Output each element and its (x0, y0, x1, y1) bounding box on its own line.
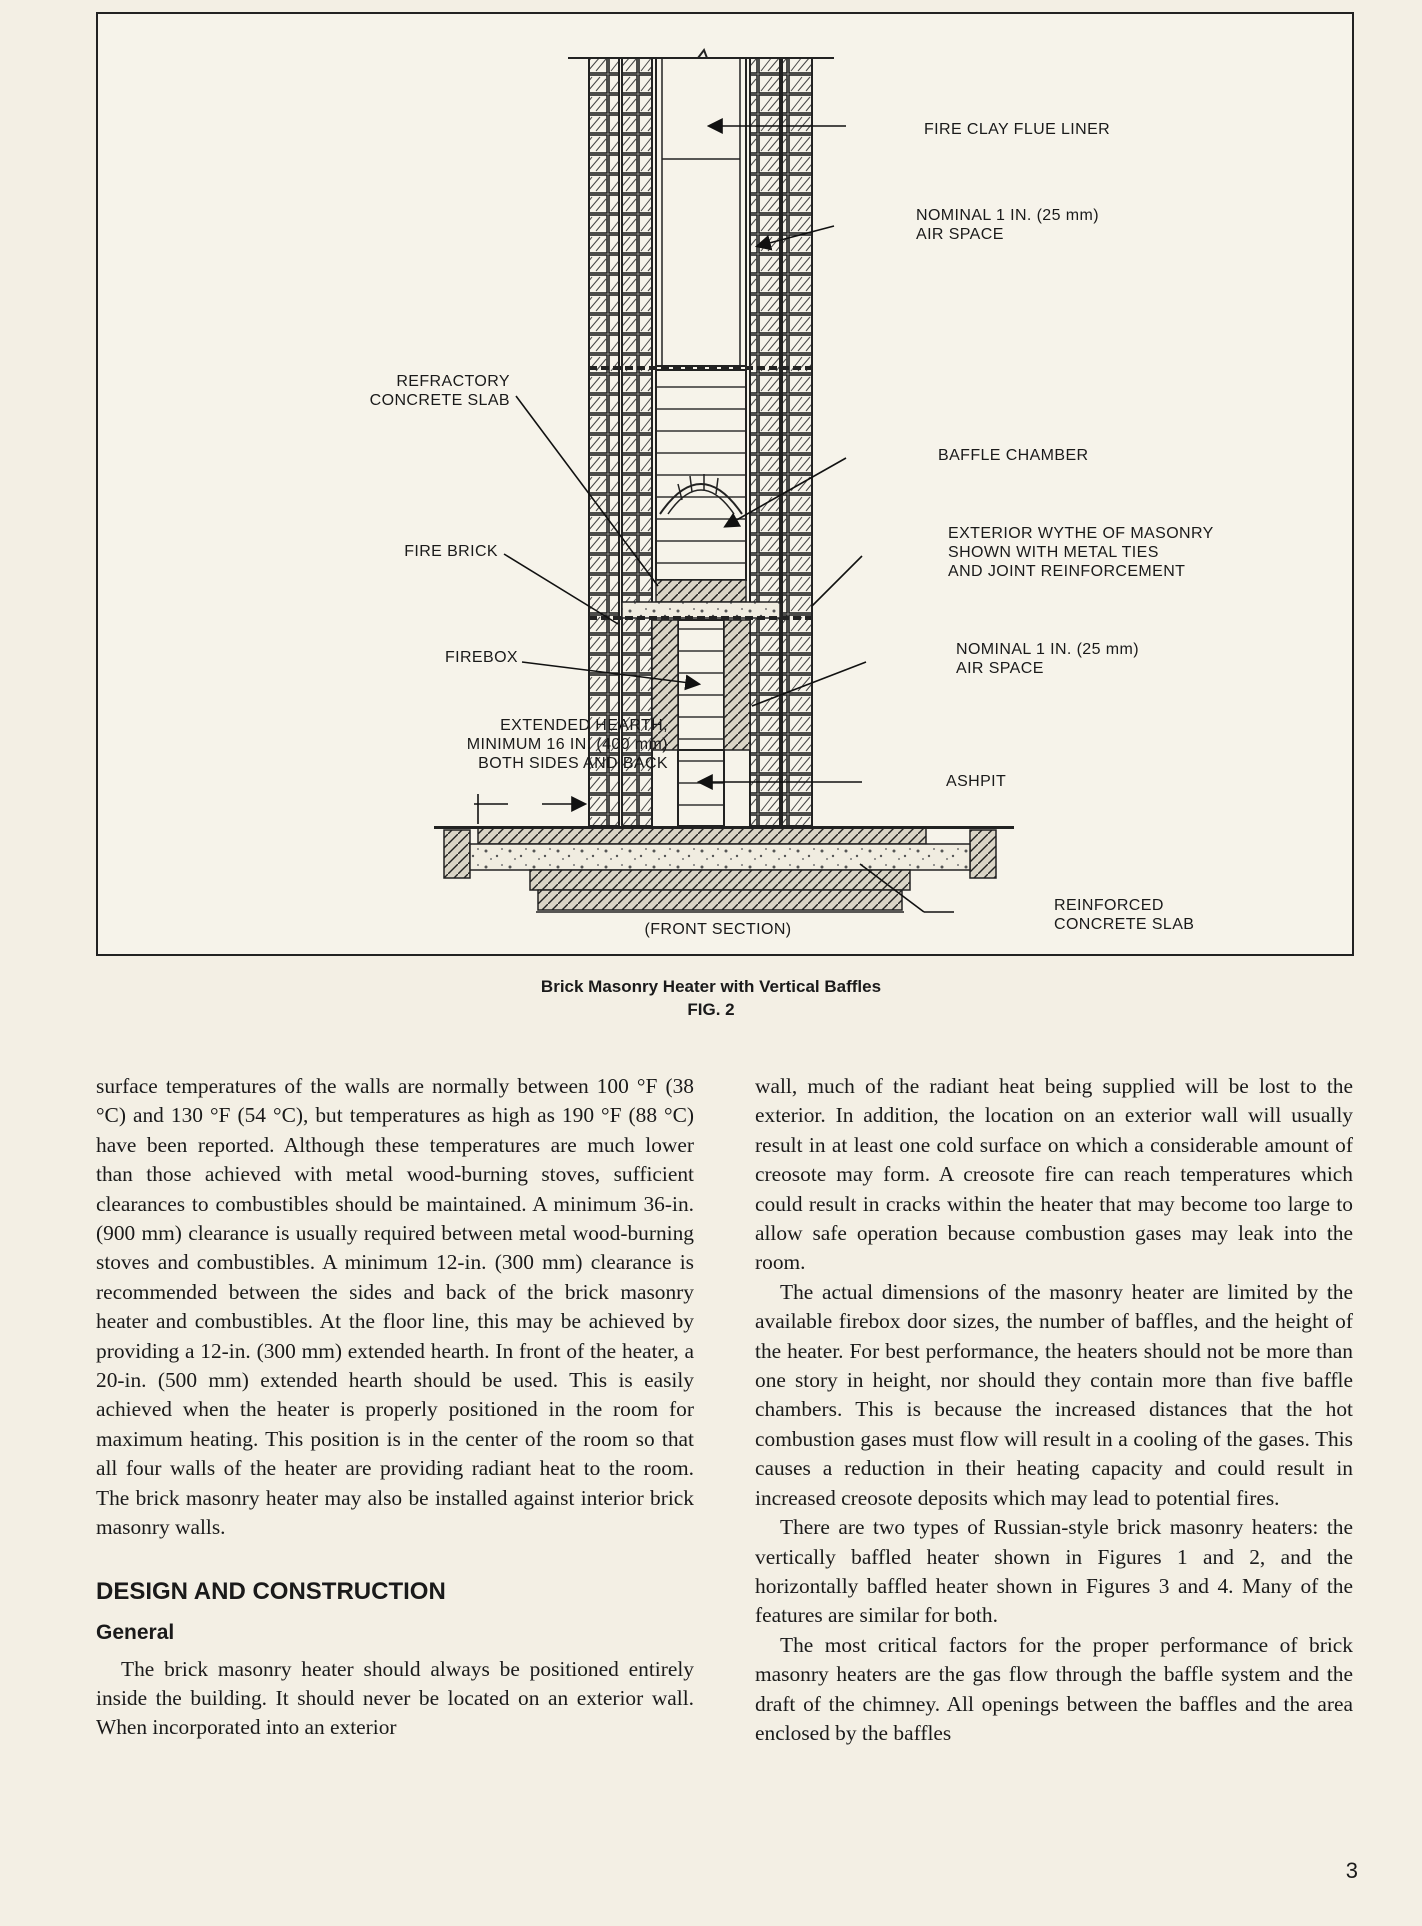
fire-brick-band (656, 580, 746, 602)
subsection-heading: General (96, 1620, 175, 1644)
label-front-section: (FRONT SECTION) (644, 921, 792, 938)
right-column (755, 1072, 1353, 1748)
caption-title: Brick Masonry Heater with Vertical Baffles (540, 977, 882, 996)
left-outer-wythe (589, 58, 619, 826)
section-heading: DESIGN AND CONSTRUCTION (96, 1577, 446, 1605)
label-air-space-top: NOMINAL 1 IN. (25 mm) AIR SPACE (916, 207, 1099, 243)
left-column (96, 1072, 694, 1743)
extended-hearth (478, 828, 926, 844)
left-inner-wythe (622, 58, 652, 826)
label-refractory-concrete-slab: REFRACTORY CONCRETE SLAB (369, 373, 510, 409)
label-baffle-chamber: BAFFLE CHAMBER (938, 447, 1089, 464)
right-inner-wythe (750, 58, 780, 826)
label-fire-brick: FIRE BRICK (404, 543, 498, 560)
caption-fig-number: FIG. 2 (687, 1000, 735, 1019)
masonry-heater-section-drawing (98, 14, 1352, 954)
figure-caption (0, 975, 1422, 1021)
ashpit (678, 750, 724, 826)
paragraph-right-4: The most critical factors for the proper performance of brick masonry heaters are the gas flow through the baffle system and the draft of the chimney. All openings between the baffles and the area enclosed by the baffles (755, 1632, 1353, 1745)
paragraph-right-3: There are two types of Russian-style brick masonry heaters: the vertically baffled heater shown in Figures 1 and 2, and the horizontally baffled heater shown in Figures 3 and 4. Many of the features are similar for both. (755, 1515, 1353, 1628)
label-reinforced-concrete-slab: REINFORCED CONCRETE SLAB (1054, 897, 1195, 933)
firebox (678, 620, 724, 750)
paragraph-left-1: surface temperatures of the walls are normally between 100 °F (38 °C) and 130 °F (54 °C), but temperatures as high as 190 °F (88 °C) have been reported. Although these temperatures are much lower than those achieved with metal wood-burning stoves, sufficient clearances to combustibles should be maintained. A minimum 36-in. (900 mm) clearance is usually required between metal wood-burning stoves and combustibles. A minimum 12-in. (300 mm) clearance is recommended between the sides and back of the brick masonry heater and combustibles. At the floor line, this may be achieved by providing a 12-in. (300 mm) extended hearth. In front of the heater, a 20-in. (500 mm) extended hearth should be used. This is easily achieved when the heater is properly positioned in the room for maximum heating. This position is in the center of the room so that all four walls of the heater are providing radiant heat to the room. The brick masonry heater may also be installed against interior brick masonry walls. (96, 1074, 694, 1540)
right-outer-wythe (782, 58, 812, 826)
page-number: 3 (1345, 1858, 1358, 1883)
label-fire-clay-flue-liner: FIRE CLAY FLUE LINER (924, 121, 1111, 138)
paragraph-left-2: The brick masonry heater should always be positioned entirely inside the building. It should never be located on an exterior wall. When incorporated into an exterior (96, 1656, 694, 1740)
label-exterior-wythe: EXTERIOR WYTHE OF MASONRY SHOWN WITH METAL TIES AND JOINT REINFORCEMENT (948, 525, 1214, 580)
baffle-chamber (656, 370, 746, 580)
paragraph-right-1: wall, much of the radiant heat being supplied will be lost to the exterior. In addition, the location on an exterior wall will usually result in at least one cold surface on which a considerable amount of creosote may form. A creosote fire can reach temperatures which could result in cracks within the heater that may become too large to allow safe operation because combustion gases may leak into the room. (755, 1074, 1353, 1275)
label-extended-hearth: EXTENDED HEARTH, MINIMUM 16 IN. (400 mm) BOTH SIDES AND BACK (466, 717, 668, 772)
figure-frame (96, 12, 1354, 956)
paragraph-right-2: The actual dimensions of the masonry heater are limited by the available firebox door sizes, the number of baffles, and the height of the heater. For best performance, the heaters should not be more than one story in height, nor should they contain more than five baffle chambers. This is because the increased distances that the hot combustion gases must flow will result in a cooling of the gases. This causes a reduction in their heating capacity and could result in increased creosote deposits which may lead to potential fires. (755, 1279, 1353, 1510)
label-ashpit: ASHPIT (946, 773, 1007, 790)
label-air-space-bottom: NOMINAL 1 IN. (25 mm) AIR SPACE (956, 641, 1139, 677)
reinforced-concrete-slab (470, 844, 970, 870)
flue-liner (656, 58, 746, 366)
label-firebox: FIREBOX (444, 649, 518, 666)
